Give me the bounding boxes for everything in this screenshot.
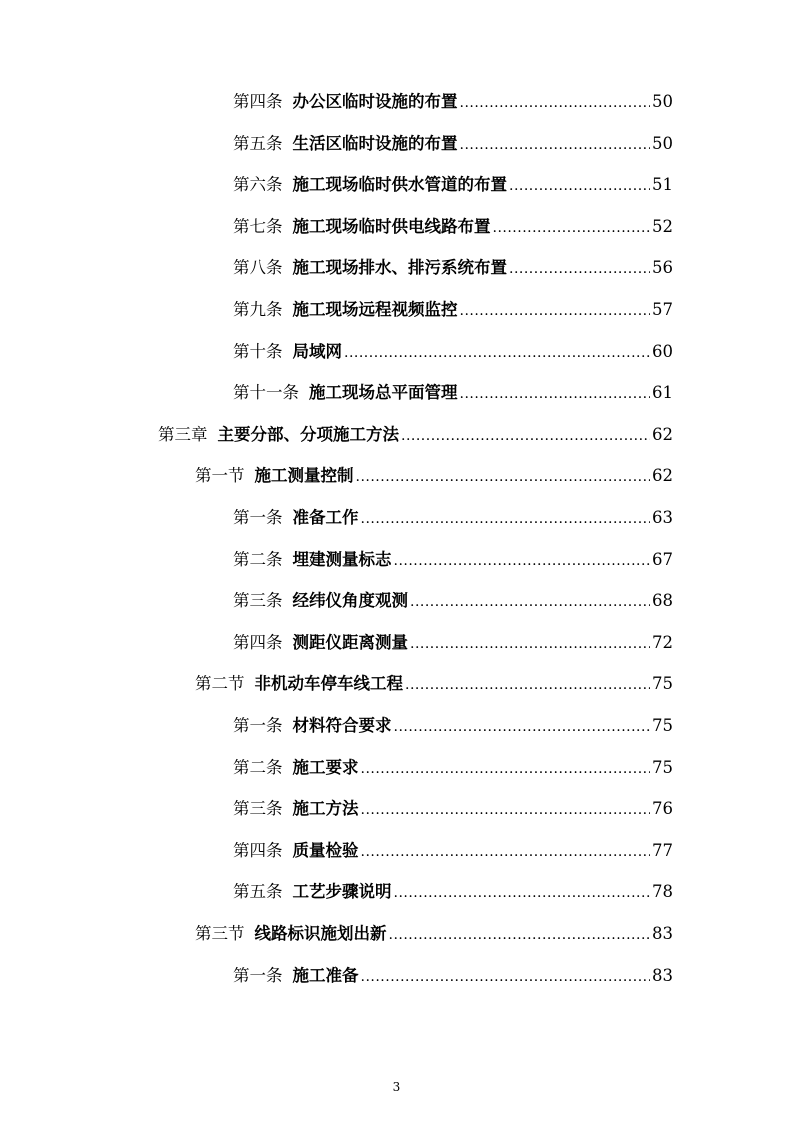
toc-entry-title: 非机动车停车线工程	[254, 674, 403, 694]
toc-dot-leader	[410, 630, 650, 658]
page-number: 3	[392, 1080, 401, 1094]
toc-entry-title: 质量检验	[292, 840, 359, 860]
toc-entry-number: 第二节	[195, 674, 245, 694]
toc-entry-number: 第七条	[233, 216, 283, 236]
toc-entry-page: 75	[652, 716, 673, 735]
toc-entry-number: 第三条	[233, 591, 283, 611]
toc-entry-title: 主要分部、分项施工方法	[217, 424, 399, 444]
toc-entry-number: 第十一条	[233, 383, 299, 403]
toc-entry[interactable]	[233, 171, 673, 199]
toc-dot-leader	[460, 89, 651, 117]
toc-entry[interactable]	[233, 88, 673, 116]
toc-entry-page: 62	[652, 424, 673, 444]
toc-dot-leader	[410, 588, 650, 616]
toc-entry-number: 第三章	[158, 424, 208, 444]
toc-entry-title: 工艺步骤说明	[292, 882, 392, 902]
toc-dot-leader	[389, 921, 651, 949]
toc-entry[interactable]	[233, 379, 673, 407]
toc-entry-number: 第五条	[233, 133, 283, 153]
toc-entry-number: 第五条	[233, 882, 283, 902]
toc-entry[interactable]	[233, 296, 673, 324]
toc-dot-leader	[361, 963, 651, 991]
toc-entry[interactable]	[233, 213, 673, 241]
toc-entry-number: 第二条	[233, 757, 283, 777]
toc-entry-page: 68	[652, 591, 673, 611]
toc-entry-page: 78	[652, 882, 673, 902]
toc-entry-title: 施工现场临时供水管道的布置	[292, 175, 507, 195]
toc-entry-number: 第十条	[233, 341, 283, 361]
toc-entry[interactable]	[233, 712, 673, 740]
toc-entry[interactable]	[233, 254, 673, 282]
toc-entry-page: 72	[652, 632, 673, 652]
toc-entry[interactable]	[233, 754, 673, 782]
toc-entry-page: 67	[652, 549, 673, 569]
toc-entry-title: 准备工作	[292, 508, 359, 527]
toc-dot-leader	[361, 796, 651, 824]
toc-entry-page: 75	[652, 757, 673, 777]
toc-entry-title: 测距仪距离测量	[292, 632, 408, 652]
toc-entry-number: 第四条	[233, 840, 283, 860]
toc-entry[interactable]	[233, 962, 673, 990]
toc-entry-page: 57	[652, 300, 673, 319]
toc-entry[interactable]	[195, 462, 673, 490]
toc-entry-number: 第六条	[233, 175, 283, 195]
toc-entry-number: 第四条	[233, 632, 283, 652]
toc-entry-number: 第八条	[233, 258, 283, 278]
toc-entry[interactable]	[233, 338, 673, 366]
toc-entry[interactable]	[233, 130, 673, 158]
toc-entry[interactable]	[233, 629, 673, 657]
toc-dot-leader	[394, 879, 651, 907]
toc-dot-leader	[361, 755, 651, 783]
toc-entry-title: 施工现场总平面管理	[309, 383, 458, 403]
toc-entry-title: 施工测量控制	[254, 466, 354, 486]
toc-entry-page: 77	[652, 840, 673, 860]
toc-entry-title: 材料符合要求	[292, 716, 392, 735]
toc-dot-leader	[460, 297, 651, 325]
toc-entry-page: 83	[652, 965, 673, 985]
toc-entry-page: 52	[652, 216, 673, 236]
toc-entry[interactable]	[233, 878, 673, 906]
toc-entry-page: 63	[652, 508, 673, 527]
toc-dot-leader	[405, 671, 650, 699]
toc-entry-page: 60	[652, 341, 673, 361]
toc-entry-page: 62	[652, 466, 673, 486]
toc-entry[interactable]	[233, 795, 673, 823]
toc-entry-page: 75	[652, 674, 673, 694]
toc-dot-leader	[394, 547, 651, 575]
toc-dot-leader	[356, 463, 651, 491]
toc-dot-leader	[361, 505, 651, 533]
toc-dot-leader	[361, 838, 651, 866]
toc-entry[interactable]	[195, 920, 673, 948]
toc-entry-title: 施工现场远程视频监控	[292, 300, 458, 319]
toc-entry-title: 施工现场临时供电线路布置	[292, 216, 491, 236]
toc-entry-page: 76	[652, 799, 673, 819]
toc-entry[interactable]	[233, 837, 673, 865]
toc-entry-title: 线路标识施划出新	[254, 924, 387, 943]
toc-dot-leader	[460, 380, 651, 408]
toc-entry-number: 第一条	[233, 965, 283, 985]
toc-entry[interactable]	[233, 587, 673, 615]
toc-entry-title: 施工准备	[292, 965, 359, 985]
toc-dot-leader	[493, 214, 651, 242]
toc-entry-page: 56	[652, 258, 673, 278]
toc-entry-number: 第四条	[233, 92, 283, 111]
toc-entry-number: 第一条	[233, 508, 283, 527]
toc-entry-number: 第三条	[233, 799, 283, 819]
toc-entry[interactable]	[195, 670, 673, 698]
toc-entry-number: 第九条	[233, 300, 283, 319]
toc-entry-title: 经纬仪角度观测	[292, 591, 408, 611]
toc-entry[interactable]	[233, 504, 673, 532]
toc-entry-page: 83	[652, 924, 673, 943]
toc-entry-title: 施工方法	[292, 799, 359, 819]
toc-entry-title: 办公区临时设施的布置	[292, 92, 458, 111]
toc-entry[interactable]	[158, 421, 673, 449]
toc-entry-number: 第三节	[195, 924, 245, 943]
toc-dot-leader	[344, 339, 650, 367]
toc-entry-title: 施工现场排水、排污系统布置	[292, 258, 507, 278]
toc-entry-number: 第一条	[233, 716, 283, 735]
toc-entry-page: 50	[652, 92, 673, 111]
toc-entry-page: 50	[652, 133, 673, 153]
toc-entry-page: 61	[652, 383, 673, 403]
toc-entry-number: 第二条	[233, 549, 283, 569]
toc-entry-title: 施工要求	[292, 757, 359, 777]
toc-entry-title: 埋建测量标志	[292, 549, 392, 569]
toc-entry-page: 51	[652, 175, 673, 195]
toc-dot-leader	[509, 255, 650, 283]
toc-entry-number: 第一节	[195, 466, 245, 486]
toc-dot-leader	[460, 131, 651, 159]
toc-entry[interactable]	[233, 546, 673, 574]
toc-entry-title: 局域网	[292, 341, 342, 361]
toc-entry-title: 生活区临时设施的布置	[292, 133, 458, 153]
toc-dot-leader	[509, 172, 650, 200]
toc-dot-leader	[401, 422, 650, 450]
toc-dot-leader	[394, 713, 651, 741]
